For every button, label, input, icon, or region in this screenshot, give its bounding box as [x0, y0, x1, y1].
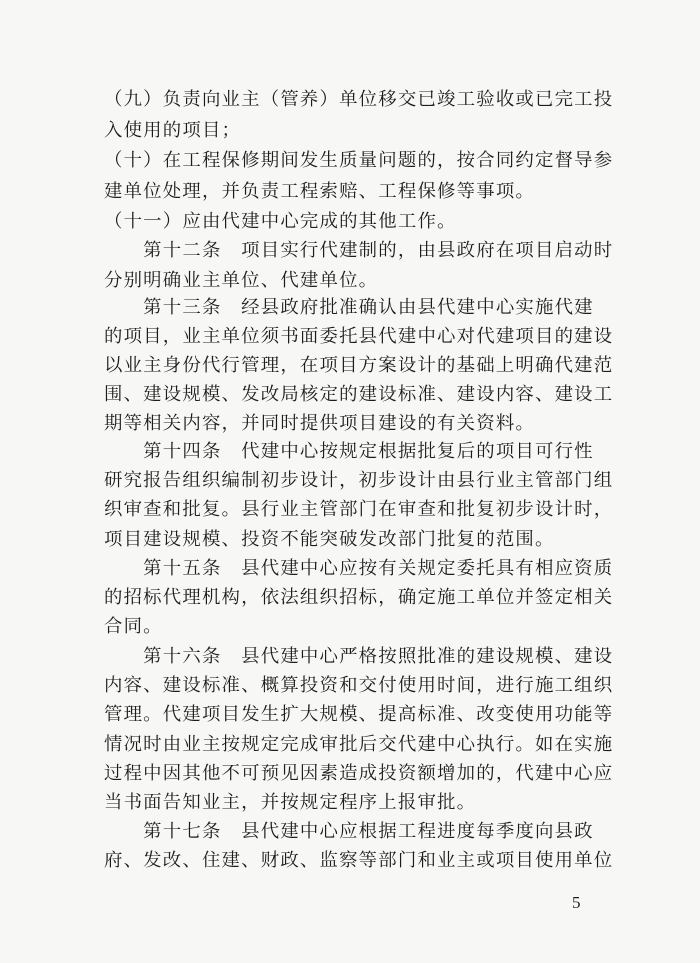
text-line: 第十二条 项目实行代建制的，由县政府在项目启动时 — [104, 240, 614, 261]
text-line: 府、发改、住建、财政、监察等部门和业主或项目使用单位 — [104, 850, 614, 871]
text-line: 当书面告知业主，并按规定程序上报审批。 — [104, 792, 477, 813]
text-line: 的招标代理机构，依法组织招标，确定施工单位并签定相关 — [104, 587, 614, 608]
text-line: 建单位处理，并负责工程索赔、工程保修等事项。 — [104, 181, 535, 202]
text-line: 第十五条 县代建中心应按有关规定委托具有相应资质 — [104, 558, 614, 579]
text-line: （九）负责向业主（管养）单位移交已竣工验收或已完工投 — [104, 89, 614, 110]
text-line: 入使用的项目； — [104, 120, 242, 141]
text-line: 期等相关内容，并同时提供项目建设的有关资料。 — [104, 413, 535, 434]
text-line: 情况时由业主按规定完成审批后交代建中心执行。如在实施 — [104, 734, 614, 755]
text-line: 第十三条 经县政府批准确认由县代建中心实施代建 — [104, 297, 594, 318]
text-line: 以业主身份代行管理，在项目方案设计的基础上明确代建范 — [104, 355, 614, 376]
text-line: 分别明确业主单位、代建单位。 — [104, 270, 379, 291]
page-number: 5 — [572, 893, 581, 912]
text-line: 第十四条 代建中心按规定根据批复后的项目可行性 — [104, 441, 594, 462]
text-line: 过程中因其他不可预见因素造成投资额增加的，代建中心应 — [104, 763, 614, 784]
text-line: 的项目，业主单位须书面委托县代建中心对代建项目的建设 — [104, 326, 614, 347]
text-line: 织审查和批复。县行业主管部门在审查和批复初步设计时， — [104, 499, 614, 520]
text-line: 第十七条 县代建中心应根据工程进度每季度向县政 — [104, 821, 594, 842]
text-line: 内容、建设标准、概算投资和交付使用时间，进行施工组织 — [104, 675, 614, 696]
text-line: 管理。代建项目发生扩大规模、提高标准、改变使用功能等 — [104, 704, 614, 725]
text-line: 研究报告组织编制初步设计，初步设计由县行业主管部门组 — [104, 470, 614, 491]
text-line: 合同。 — [104, 616, 163, 637]
text-line: （十）在工程保修期间发生质量问题的，按合同约定督导参 — [104, 150, 614, 171]
text-line: （十一）应由代建中心完成的其他工作。 — [104, 211, 457, 232]
text-line: 项目建设规模、投资不能突破发改部门批复的范围。 — [104, 529, 555, 550]
text-line: 第十六条 县代建中心严格按照批准的建设规模、建设 — [104, 646, 614, 667]
text-line: 围、建设规模、发改局核定的建设标准、建设内容、建设工 — [104, 384, 614, 405]
